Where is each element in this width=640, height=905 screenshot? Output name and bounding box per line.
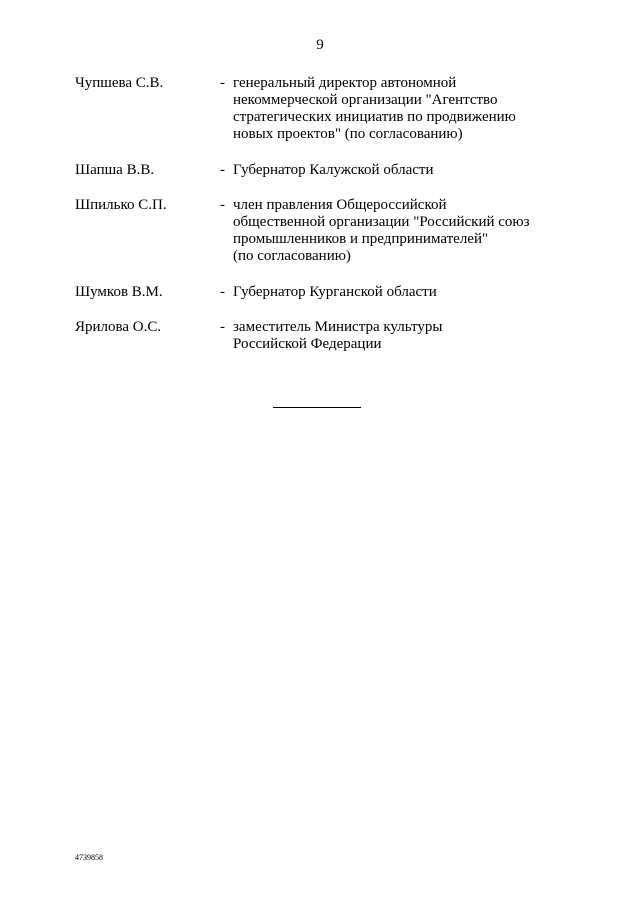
member-name: Шумков В.М.: [75, 284, 163, 300]
entry-dash: -: [220, 75, 225, 91]
position-line: новых проектов" (по согласованию): [233, 126, 463, 142]
position-line: стратегических инициатив по продвижению: [233, 109, 516, 125]
position-line: заместитель Министра культуры: [233, 319, 443, 335]
entry-dash: -: [220, 284, 225, 300]
member-position: [233, 197, 563, 265]
entry-dash: -: [220, 162, 225, 178]
member-name: Шапша В.В.: [75, 162, 155, 178]
member-entry: [0, 162, 640, 197]
member-entry: [0, 319, 640, 354]
entry-dash: -: [220, 319, 225, 335]
member-name: Чупшева С.В.: [75, 75, 164, 91]
position-line: член правления Общероссийской: [233, 197, 447, 213]
document-code: 4739858: [75, 853, 103, 862]
member-name: Шпилько С.П.: [75, 197, 167, 213]
member-position: [233, 75, 563, 143]
member-position: [233, 284, 563, 301]
position-line: общественной организации "Российский союз: [233, 214, 530, 230]
member-position: [233, 162, 563, 179]
page-number: 9: [316, 37, 324, 53]
member-entry: [0, 197, 640, 284]
member-entry: [0, 75, 640, 162]
member-position: [233, 319, 563, 353]
member-name: Ярилова О.С.: [75, 319, 162, 335]
position-line: Губернатор Калужской области: [233, 162, 434, 178]
position-line: промышленников и предпринимателей": [233, 231, 489, 247]
position-line: генеральный директор автономной: [233, 75, 457, 91]
member-list: [0, 75, 640, 354]
position-line: Губернатор Курганской области: [233, 284, 437, 300]
member-entry: [0, 284, 640, 319]
position-line: Российской Федерации: [233, 336, 382, 352]
position-line: (по согласованию): [233, 248, 351, 264]
position-line: некоммерческой организации "Агентство: [233, 92, 498, 108]
entry-dash: -: [220, 197, 225, 213]
end-separator-line: [273, 407, 361, 408]
